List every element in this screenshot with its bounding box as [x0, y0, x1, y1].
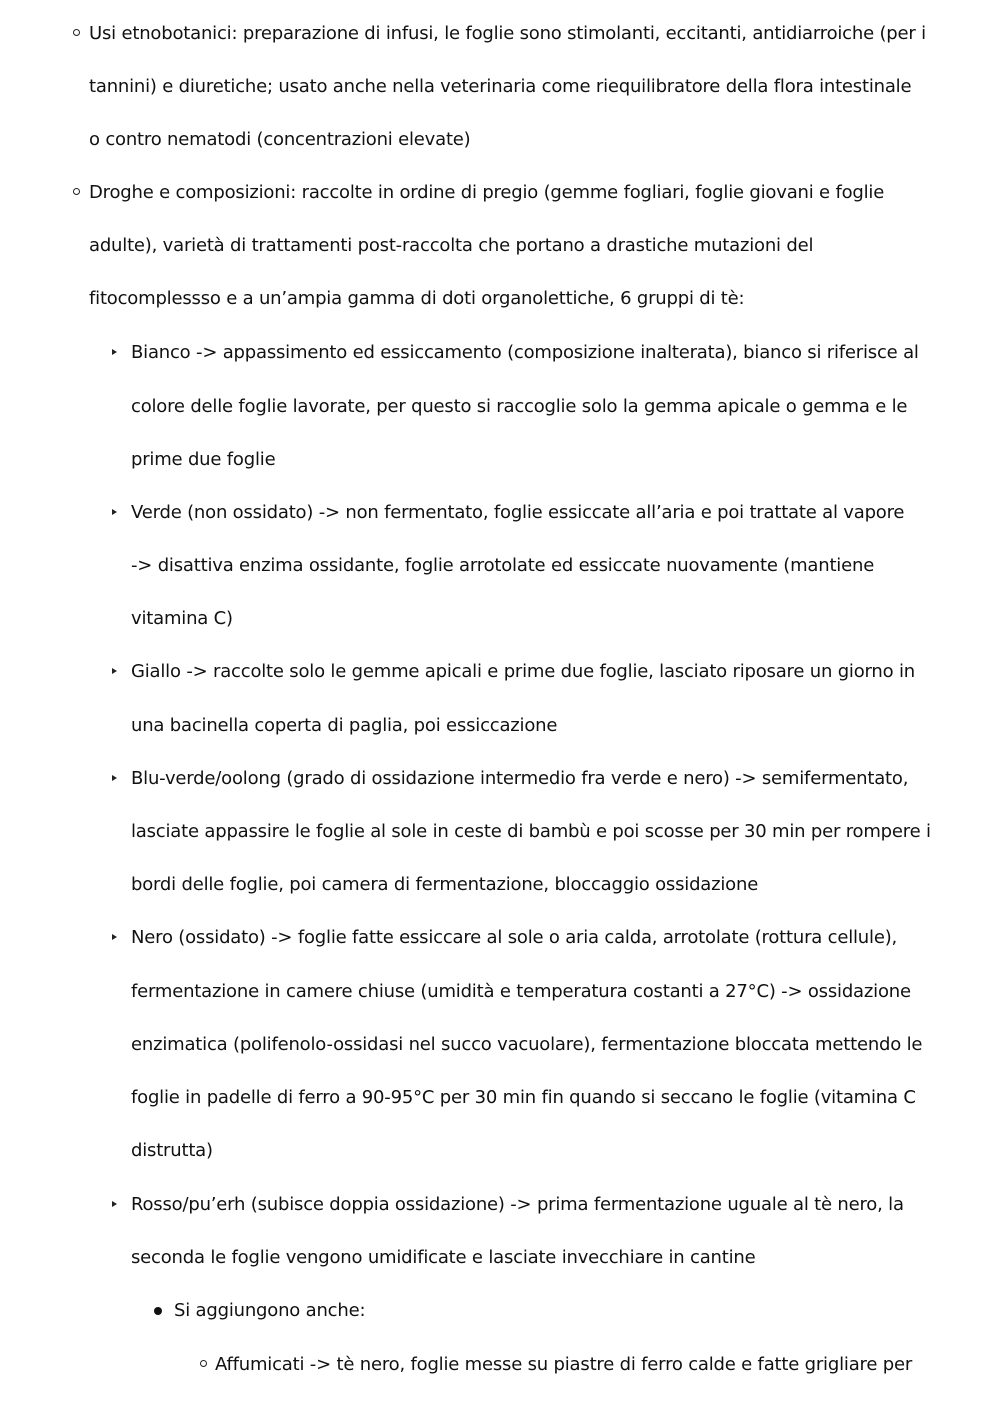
bullet-circle-icon [73, 188, 80, 195]
text-line: fitocomplessso e a un’ampia gamma di doti organolettiche, 6 gruppi di tè: [89, 288, 745, 309]
text-line: adulte), varietà di trattamenti post-raccolta che portano a drastiche mutazioni del [89, 235, 814, 256]
bullet-circle-icon [73, 29, 80, 36]
bullet-circle-icon [200, 1360, 207, 1367]
text-line: fermentazione in camere chiuse (umidità e temperatura costanti a 27°C) -> ossidazione [131, 981, 911, 1002]
text-line: vitamina C) [131, 608, 233, 629]
text-line: Droghe e composizioni: raccolte in ordine di pregio (gemme fogliari, foglie giovani e foglie [89, 182, 885, 203]
text-line: tannini) e diuretiche; usato anche nella veterinaria come riequilibratore della flora intestinale [89, 76, 912, 97]
text-line: Nero (ossidato) -> foglie fatte essiccare al sole o aria calda, arrotolate (rottura cellule), [131, 927, 898, 948]
bullet-triangle-icon [112, 1201, 117, 1207]
text-line: una bacinella coperta di paglia, poi essiccazione [131, 715, 558, 736]
text-line: Giallo -> raccolte solo le gemme apicali e prime due foglie, lasciato riposare un giorno in [131, 661, 915, 682]
text-line: enzimatica (polifenolo-ossidasi nel succo vacuolare), fermentazione bloccata mettendo le [131, 1034, 923, 1055]
text-line: -> disattiva enzima ossidante, foglie arrotolate ed essiccate nuovamente (mantiene [131, 555, 875, 576]
text-line: foglie in padelle di ferro a 90-95°C per 30 min fin quando si seccano le foglie (vitamina C [131, 1087, 916, 1108]
text-line: distrutta) [131, 1140, 213, 1161]
text-line: Blu-verde/oolong (grado di ossidazione intermedio fra verde e nero) -> semifermentato, [131, 768, 909, 789]
text-line: seconda le foglie vengono umidificate e lasciate invecchiare in cantine [131, 1247, 756, 1268]
bullet-triangle-icon [112, 349, 117, 355]
bullet-triangle-icon [112, 509, 117, 515]
text-line: Verde (non ossidato) -> non fermentato, foglie essiccate all’aria e poi trattate al vapore [131, 502, 905, 523]
text-line: Rosso/pu’erh (subisce doppia ossidazione) -> prima fermentazione uguale al tè nero, la [131, 1194, 904, 1215]
bullet-triangle-icon [112, 934, 117, 940]
text-line: bordi delle foglie, poi camera di fermentazione, bloccaggio ossidazione [131, 874, 759, 895]
bullet-dot-icon [154, 1307, 162, 1315]
text-line: lasciate appassire le foglie al sole in ceste di bambù e poi scosse per 30 min per rompere i [131, 821, 931, 842]
text-line: prime due foglie [131, 449, 276, 470]
bullet-triangle-icon [112, 668, 117, 674]
text-line: Affumicati -> tè nero, foglie messe su piastre di ferro calde e fatte grigliare per [215, 1354, 913, 1375]
text-line: colore delle foglie lavorate, per questo si raccoglie solo la gemma apicale o gemma e le [131, 396, 908, 417]
text-line: Bianco -> appassimento ed essiccamento (composizione inalterata), bianco si riferisce al [131, 342, 919, 363]
text-line: Usi etnobotanici: preparazione di infusi, le foglie sono stimolanti, eccitanti, antidiarroiche (per i [89, 23, 926, 44]
text-line: o contro nematodi (concentrazioni elevate) [89, 129, 471, 150]
text-line: Si aggiungono anche: [174, 1300, 366, 1321]
bullet-triangle-icon [112, 775, 117, 781]
